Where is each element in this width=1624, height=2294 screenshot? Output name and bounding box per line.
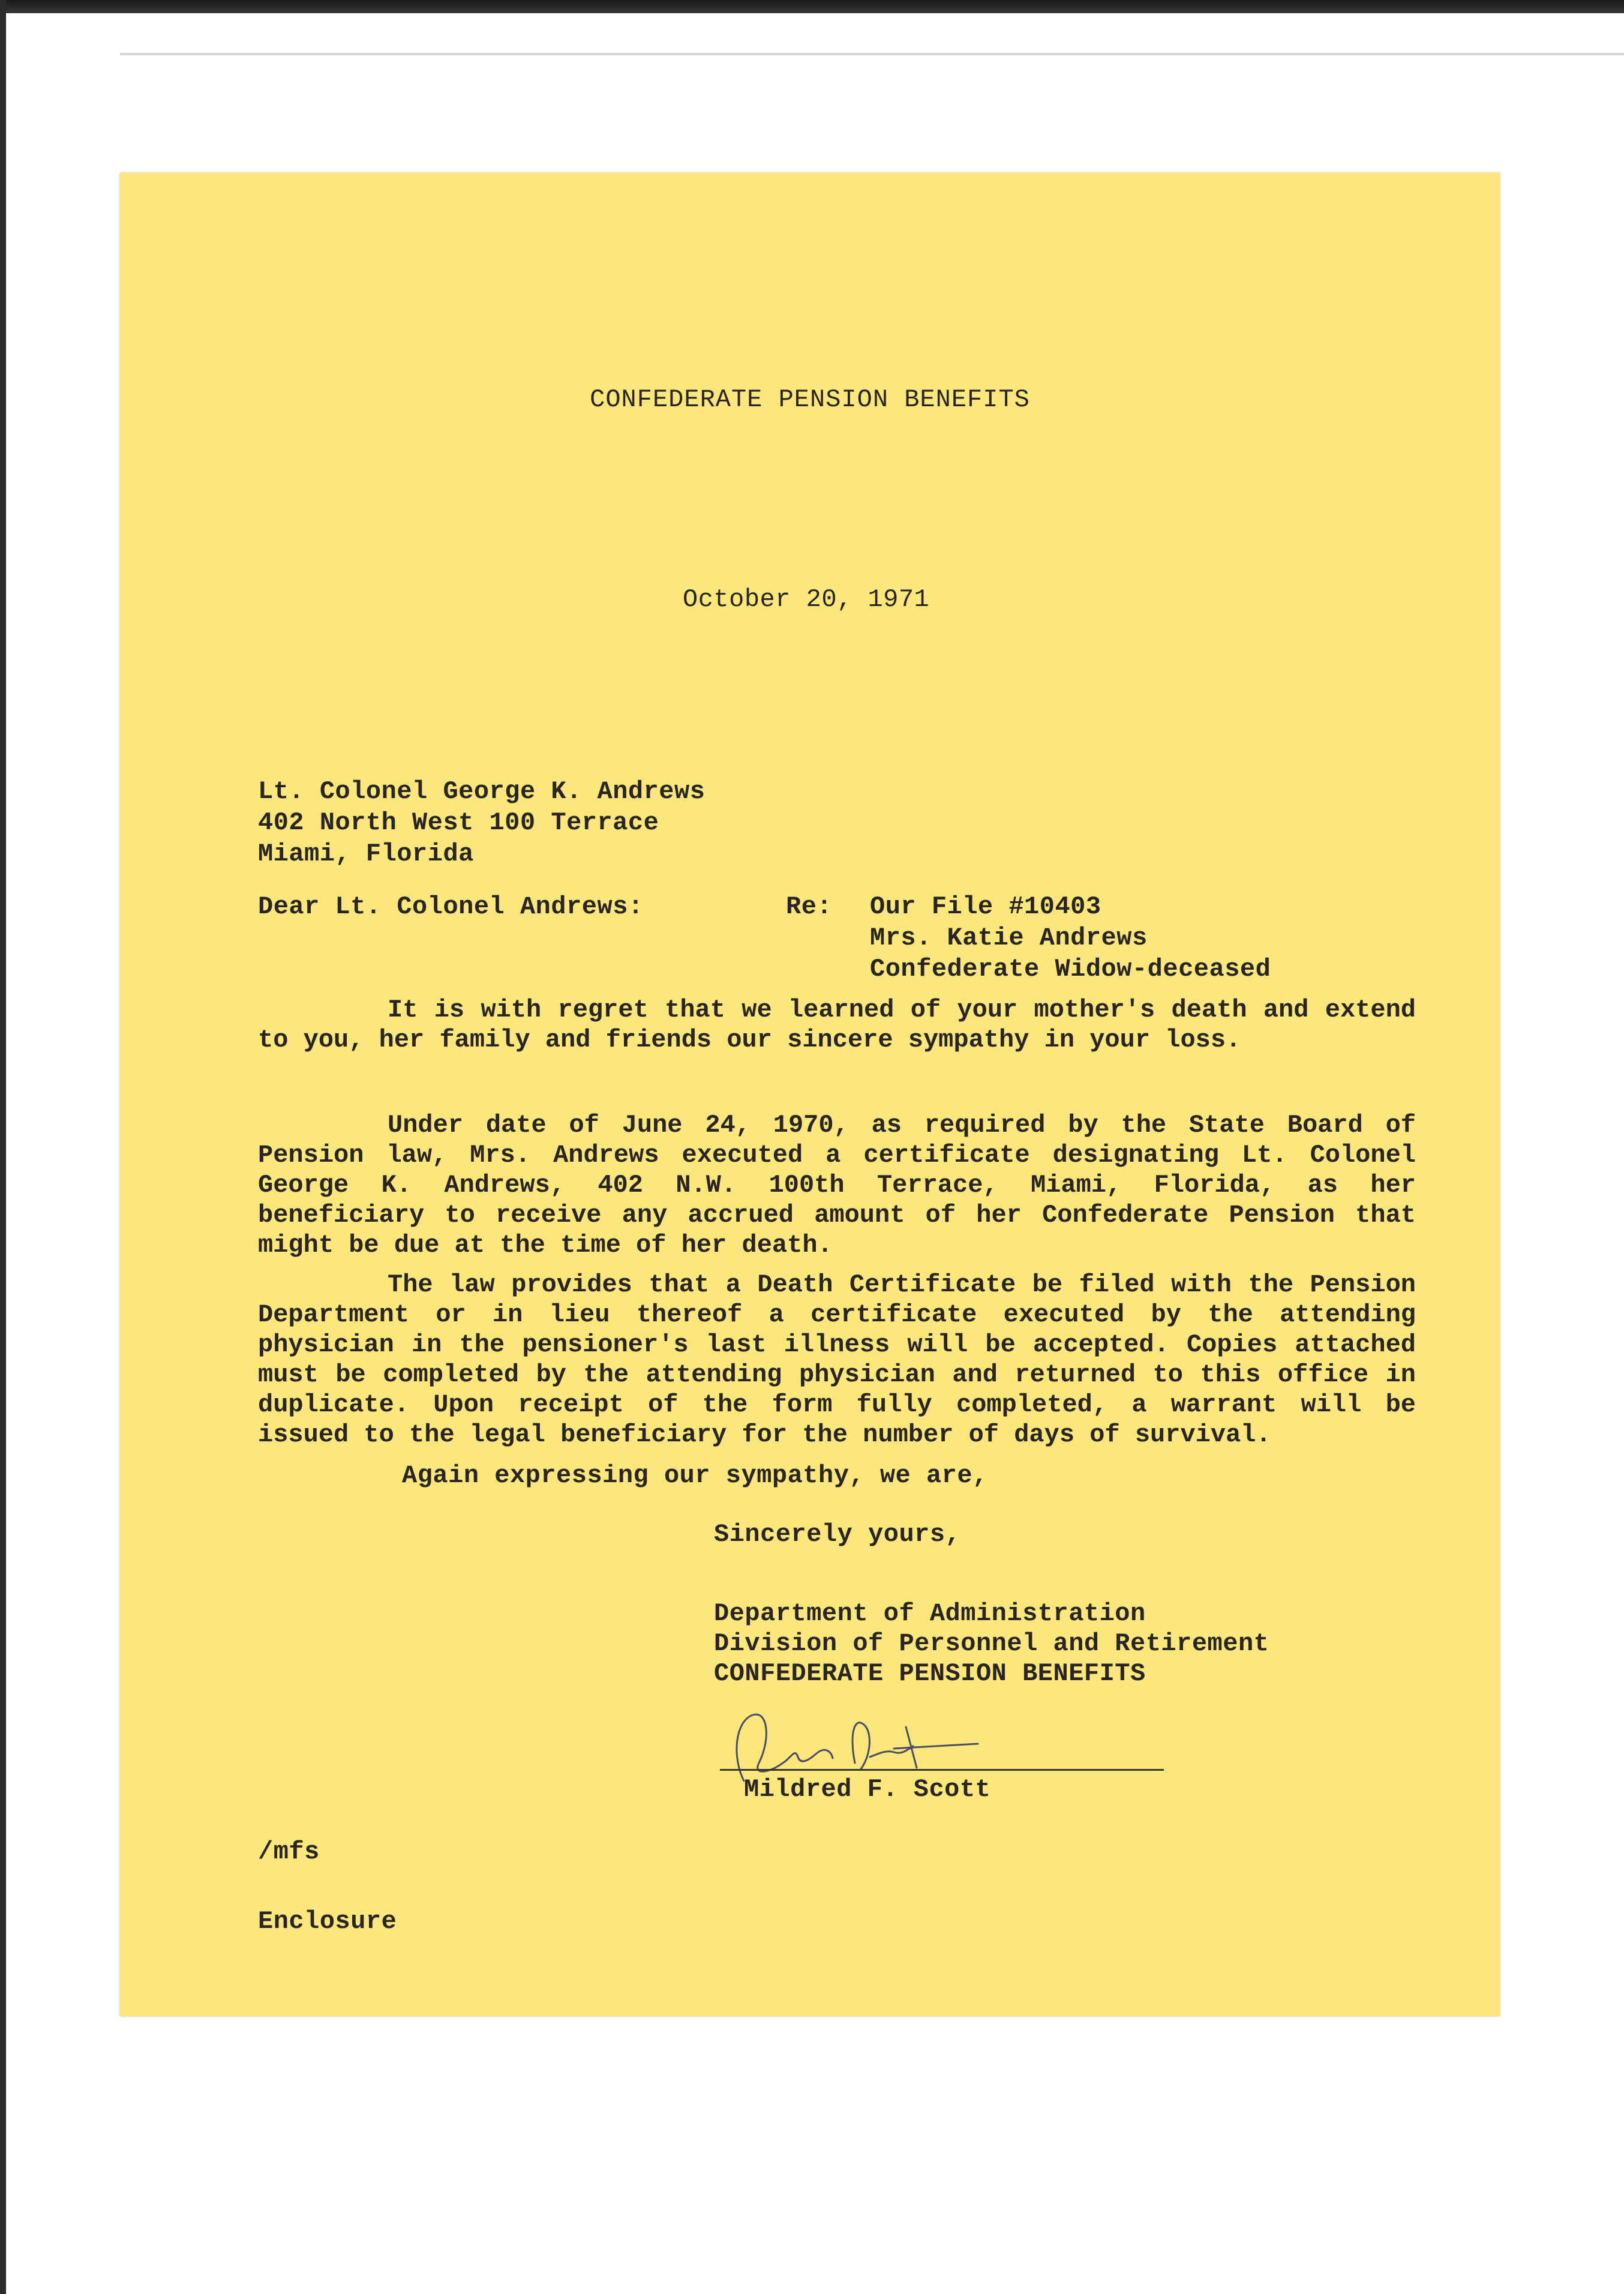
sign-off: Sincerely yours, — [714, 1520, 961, 1549]
recipient-name: Lt. Colonel George K. Andrews — [258, 777, 706, 806]
re-label: Re: — [786, 892, 833, 921]
recipient-city: Miami, Florida — [258, 839, 474, 868]
re-file-number: Our File #10403 — [870, 892, 1101, 921]
recipient-street: 402 North West 100 Terrace — [258, 808, 659, 837]
department-line-3: CONFEDERATE PENSION BENEFITS — [714, 1659, 1146, 1688]
re-subject-status: Confederate Widow-deceased — [870, 955, 1271, 983]
scan-border-left — [0, 0, 6, 2294]
body-paragraph-3: The law provides that a Death Certificate be filed with the Pension Department or in lieu thereof a certificate executed by the attending physician in the pensioner's last illness will be accepted. Copies attached must be completed by the attending physician and returned to this office in duplicate. Upon receipt of the form fully completed, a warrant will be issued to the legal beneficiary for the number of days of survival. — [258, 1270, 1416, 1449]
re-block — [870, 891, 1271, 985]
letter-page — [120, 173, 1500, 2016]
signature-line — [720, 1769, 1164, 1771]
department-line-1: Department of Administration — [714, 1599, 1146, 1628]
signer-name: Mildred F. Scott — [744, 1775, 991, 1804]
department-block — [714, 1598, 1269, 1688]
closing-line: Again expressing our sympathy, we are, — [402, 1461, 988, 1490]
letter-date: October 20, 1971 — [683, 585, 930, 614]
recipient-address — [258, 776, 705, 869]
body-paragraph-2: Under date of June 24, 1970, as required by the State Board of Pension law, Mrs. Andrews executed a certificate designating Lt. Colonel George K. Andrews, 402 N.W. 100th Terrace, Miami, Florida, as her beneficiary to receive any accrued amount of her Confederate Pension that might be due at the time of her death. — [258, 1111, 1416, 1260]
sleeve-edge — [120, 53, 1624, 55]
body-paragraph-1: It is with regret that we learned of your mother's death and extend to you, her family and friends our sincere sympathy in your loss. — [258, 995, 1416, 1054]
re-subject-name: Mrs. Katie Andrews — [870, 923, 1148, 952]
salutation: Dear Lt. Colonel Andrews: — [258, 892, 644, 921]
enclosure-note: Enclosure — [258, 1907, 397, 1936]
scan-border-top — [0, 0, 1624, 13]
typist-initials: /mfs — [258, 1837, 320, 1866]
department-line-2: Division of Personnel and Retirement — [714, 1629, 1269, 1658]
letter-heading: CONFEDERATE PENSION BENEFITS — [590, 385, 1030, 414]
